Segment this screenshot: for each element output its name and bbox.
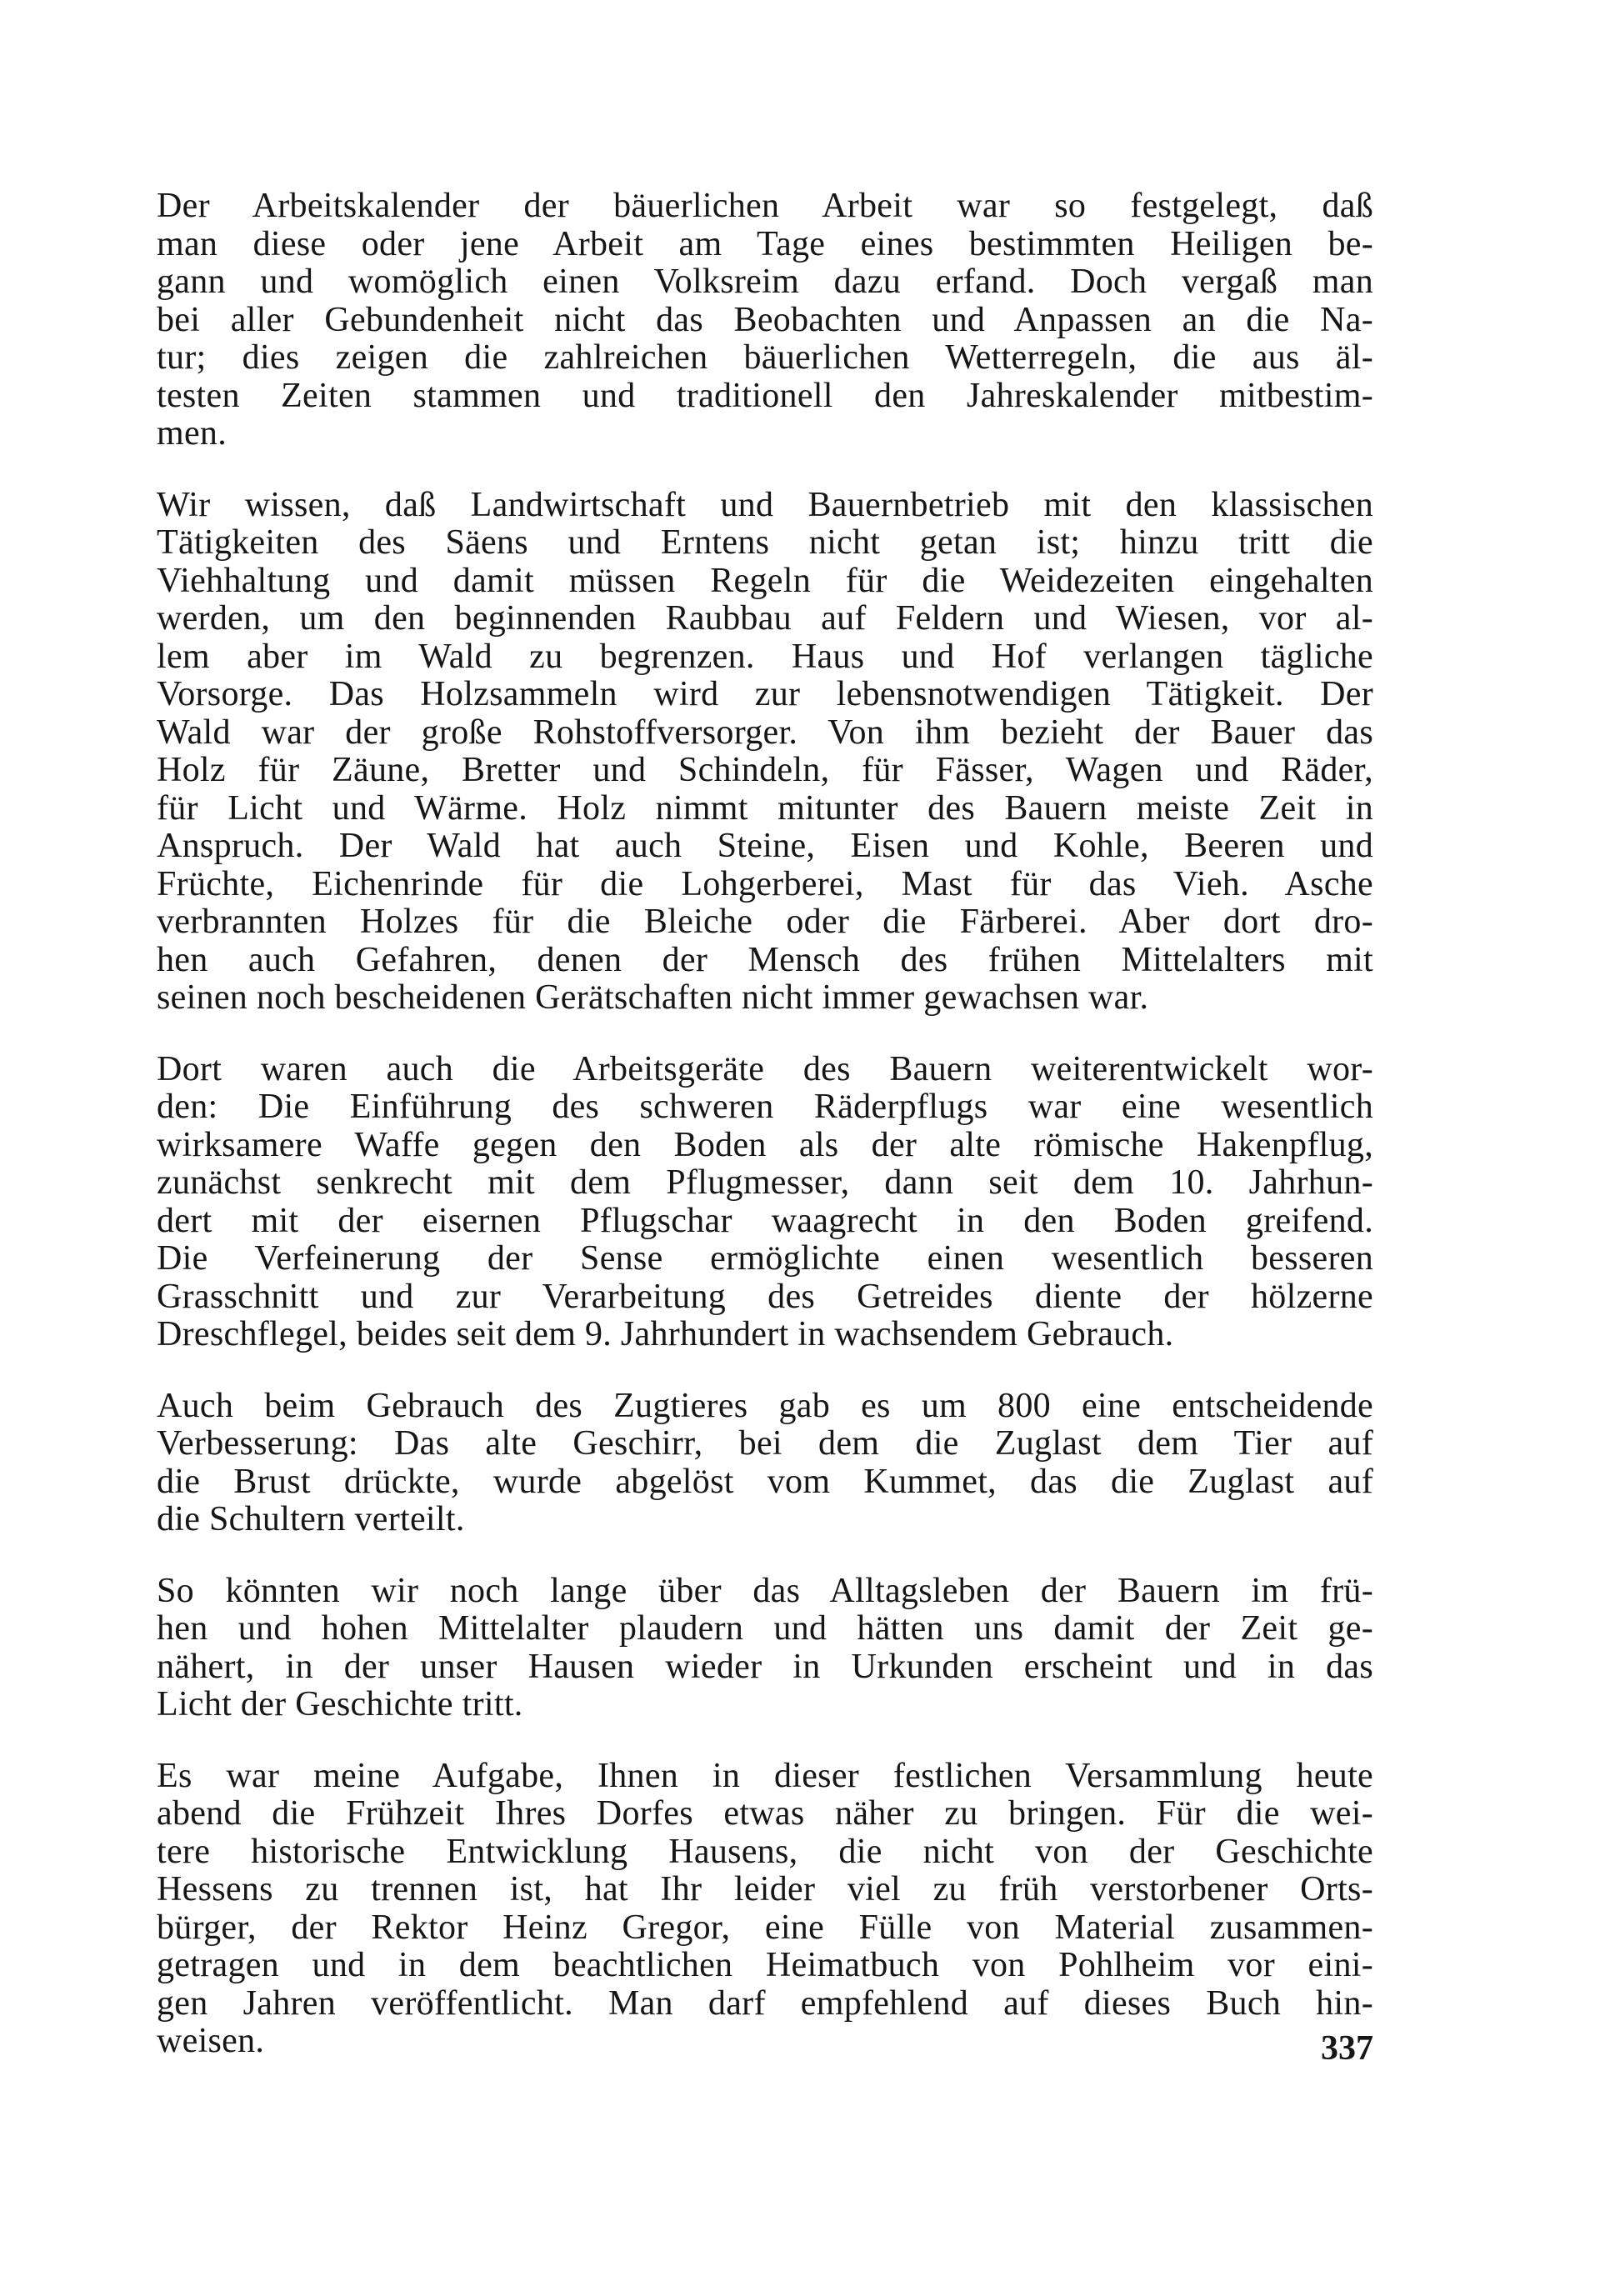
text-line: Tätigkeiten des Säens und Erntens nicht getan ist; hinzu tritt die [157, 523, 1373, 562]
text-line: Früchte, Eichenrinde für die Lohgerberei, Mast für das Vieh. Asche [157, 864, 1373, 903]
text-line: Die Verfeinerung der Sense ermöglichte einen wesentlich besseren [157, 1239, 1373, 1278]
text-line: tur; dies zeigen die zahlreichen bäuerlichen Wetterregeln, die aus äl- [157, 338, 1373, 377]
text-line: So könnten wir noch lange über das Alltagsleben der Bauern im frü- [157, 1571, 1373, 1610]
text-line: Dort waren auch die Arbeitsgeräte des Bauern weiterentwickelt wor- [157, 1049, 1373, 1088]
paragraph [157, 1388, 1373, 1539]
text-line: Vorsorge. Das Holzsammeln wird zur lebensnotwendigen Tätigkeit. Der [157, 675, 1373, 713]
text-line: Grasschnitt und zur Verarbeitung des Getreides diente der hölzerne [157, 1277, 1373, 1316]
body-text [157, 188, 1373, 2094]
paragraph [157, 1758, 1373, 2061]
text-line: man diese oder jene Arbeit am Tage eines bestimmten Heiligen be- [157, 224, 1373, 263]
text-line: hen auch Gefahren, denen der Mensch des frühen Mittelalters mit [157, 940, 1373, 979]
text-line: Wir wissen, daß Landwirtschaft und Bauernbetrieb mit den klassischen [157, 485, 1373, 524]
text-line: testen Zeiten stammen und traditionell den Jahreskalender mitbestim- [157, 376, 1373, 415]
text-line: Auch beim Gebrauch des Zugtieres gab es um 800 eine entscheidende [157, 1386, 1373, 1425]
page-number: 337 [1321, 2029, 1373, 2068]
text-line: gann und womöglich einen Volksreim dazu erfand. Doch vergaß man [157, 263, 1373, 301]
text-line: gen Jahren veröffentlicht. Man darf empfehlend auf dieses Buch hin- [157, 1983, 1373, 2023]
text-line: seinen noch bescheidenen Gerätschaften nicht immer gewachsen war. [157, 978, 1149, 1017]
text-line: tere historische Entwicklung Hausens, die nicht von der Geschichte [157, 1832, 1373, 1871]
text-line: die Schultern verteilt. [157, 1500, 465, 1538]
text-line: Es war meine Aufgabe, Ihnen in dieser festlichen Versammlung heute [157, 1756, 1373, 1795]
text-line: verbrannten Holzes für die Bleiche oder die Färberei. Aber dort dro- [157, 903, 1373, 941]
paragraph [157, 487, 1373, 1018]
text-line: Hessens zu trennen ist, hat Ihr leider viel zu früh verstorbener Orts- [157, 1870, 1373, 1908]
text-line: bürger, der Rektor Heinz Gregor, eine Fülle von Material zusammen- [157, 1908, 1373, 1947]
text-line: werden, um den beginnenden Raubbau auf Feldern und Wiesen, vor al- [157, 599, 1373, 638]
text-line: hen und hohen Mittelalter plaudern und hätten uns damit der Zeit ge- [157, 1609, 1373, 1648]
text-line: den: Die Einführung des schweren Räderpflugs war eine wesentlich [157, 1088, 1373, 1126]
text-line: Verbesserung: Das alte Geschirr, bei dem die Zuglast dem Tier auf [157, 1424, 1373, 1463]
paragraph [157, 1051, 1373, 1354]
text-line: nähert, in der unser Hausen wieder in Urkunden erscheint und in das [157, 1647, 1373, 1686]
paragraph [157, 1573, 1373, 1724]
text-line: Anspruch. Der Wald hat auch Steine, Eisen und Kohle, Beeren und [157, 827, 1373, 865]
text-line: bei aller Gebundenheit nicht das Beobachten und Anpassen an die Na- [157, 300, 1373, 339]
text-line: Dreschflegel, beides seit dem 9. Jahrhundert in wachsendem Gebrauch. [157, 1315, 1174, 1353]
text-line: weisen. [157, 2022, 265, 2060]
text-line: Viehhaltung und damit müssen Regeln für die Weidezeiten eingehalten [157, 561, 1373, 600]
text-line: zunächst senkrecht mit dem Pflugmesser, dann seit dem 10. Jahrhun- [157, 1163, 1373, 1202]
text-line: lem aber im Wald zu begrenzen. Haus und Hof verlangen tägliche [157, 637, 1373, 676]
text-line: Wald war der große Rohstoffversorger. Von ihm bezieht der Bauer das [157, 713, 1373, 752]
text-line: für Licht und Wärme. Holz nimmt mitunter des Bauern meiste Zeit in [157, 788, 1373, 828]
text-line: getragen und in dem beachtlichen Heimatbuch von Pohlheim vor eini- [157, 1946, 1373, 1984]
text-line: Licht der Geschichte tritt. [157, 1685, 523, 1723]
text-line: Der Arbeitskalender der bäuerlichen Arbeit war so festgelegt, daß [157, 187, 1373, 225]
text-line: wirksamere Waffe gegen den Boden als der alte römische Hakenpflug, [157, 1125, 1373, 1164]
text-line: abend die Frühzeit Ihres Dorfes etwas näher zu bringen. Für die wei- [157, 1794, 1373, 1833]
text-line: men. [157, 414, 228, 453]
text-line: Holz für Zäune, Bretter und Schindeln, für Fässer, Wagen und Räder, [157, 751, 1373, 789]
text-line: dert mit der eisernen Pflugschar waagrecht in den Boden greifend. [157, 1201, 1373, 1240]
paragraph [157, 188, 1373, 453]
text-line: die Brust drückte, wurde abgelöst vom Kummet, das die Zuglast auf [157, 1462, 1373, 1501]
